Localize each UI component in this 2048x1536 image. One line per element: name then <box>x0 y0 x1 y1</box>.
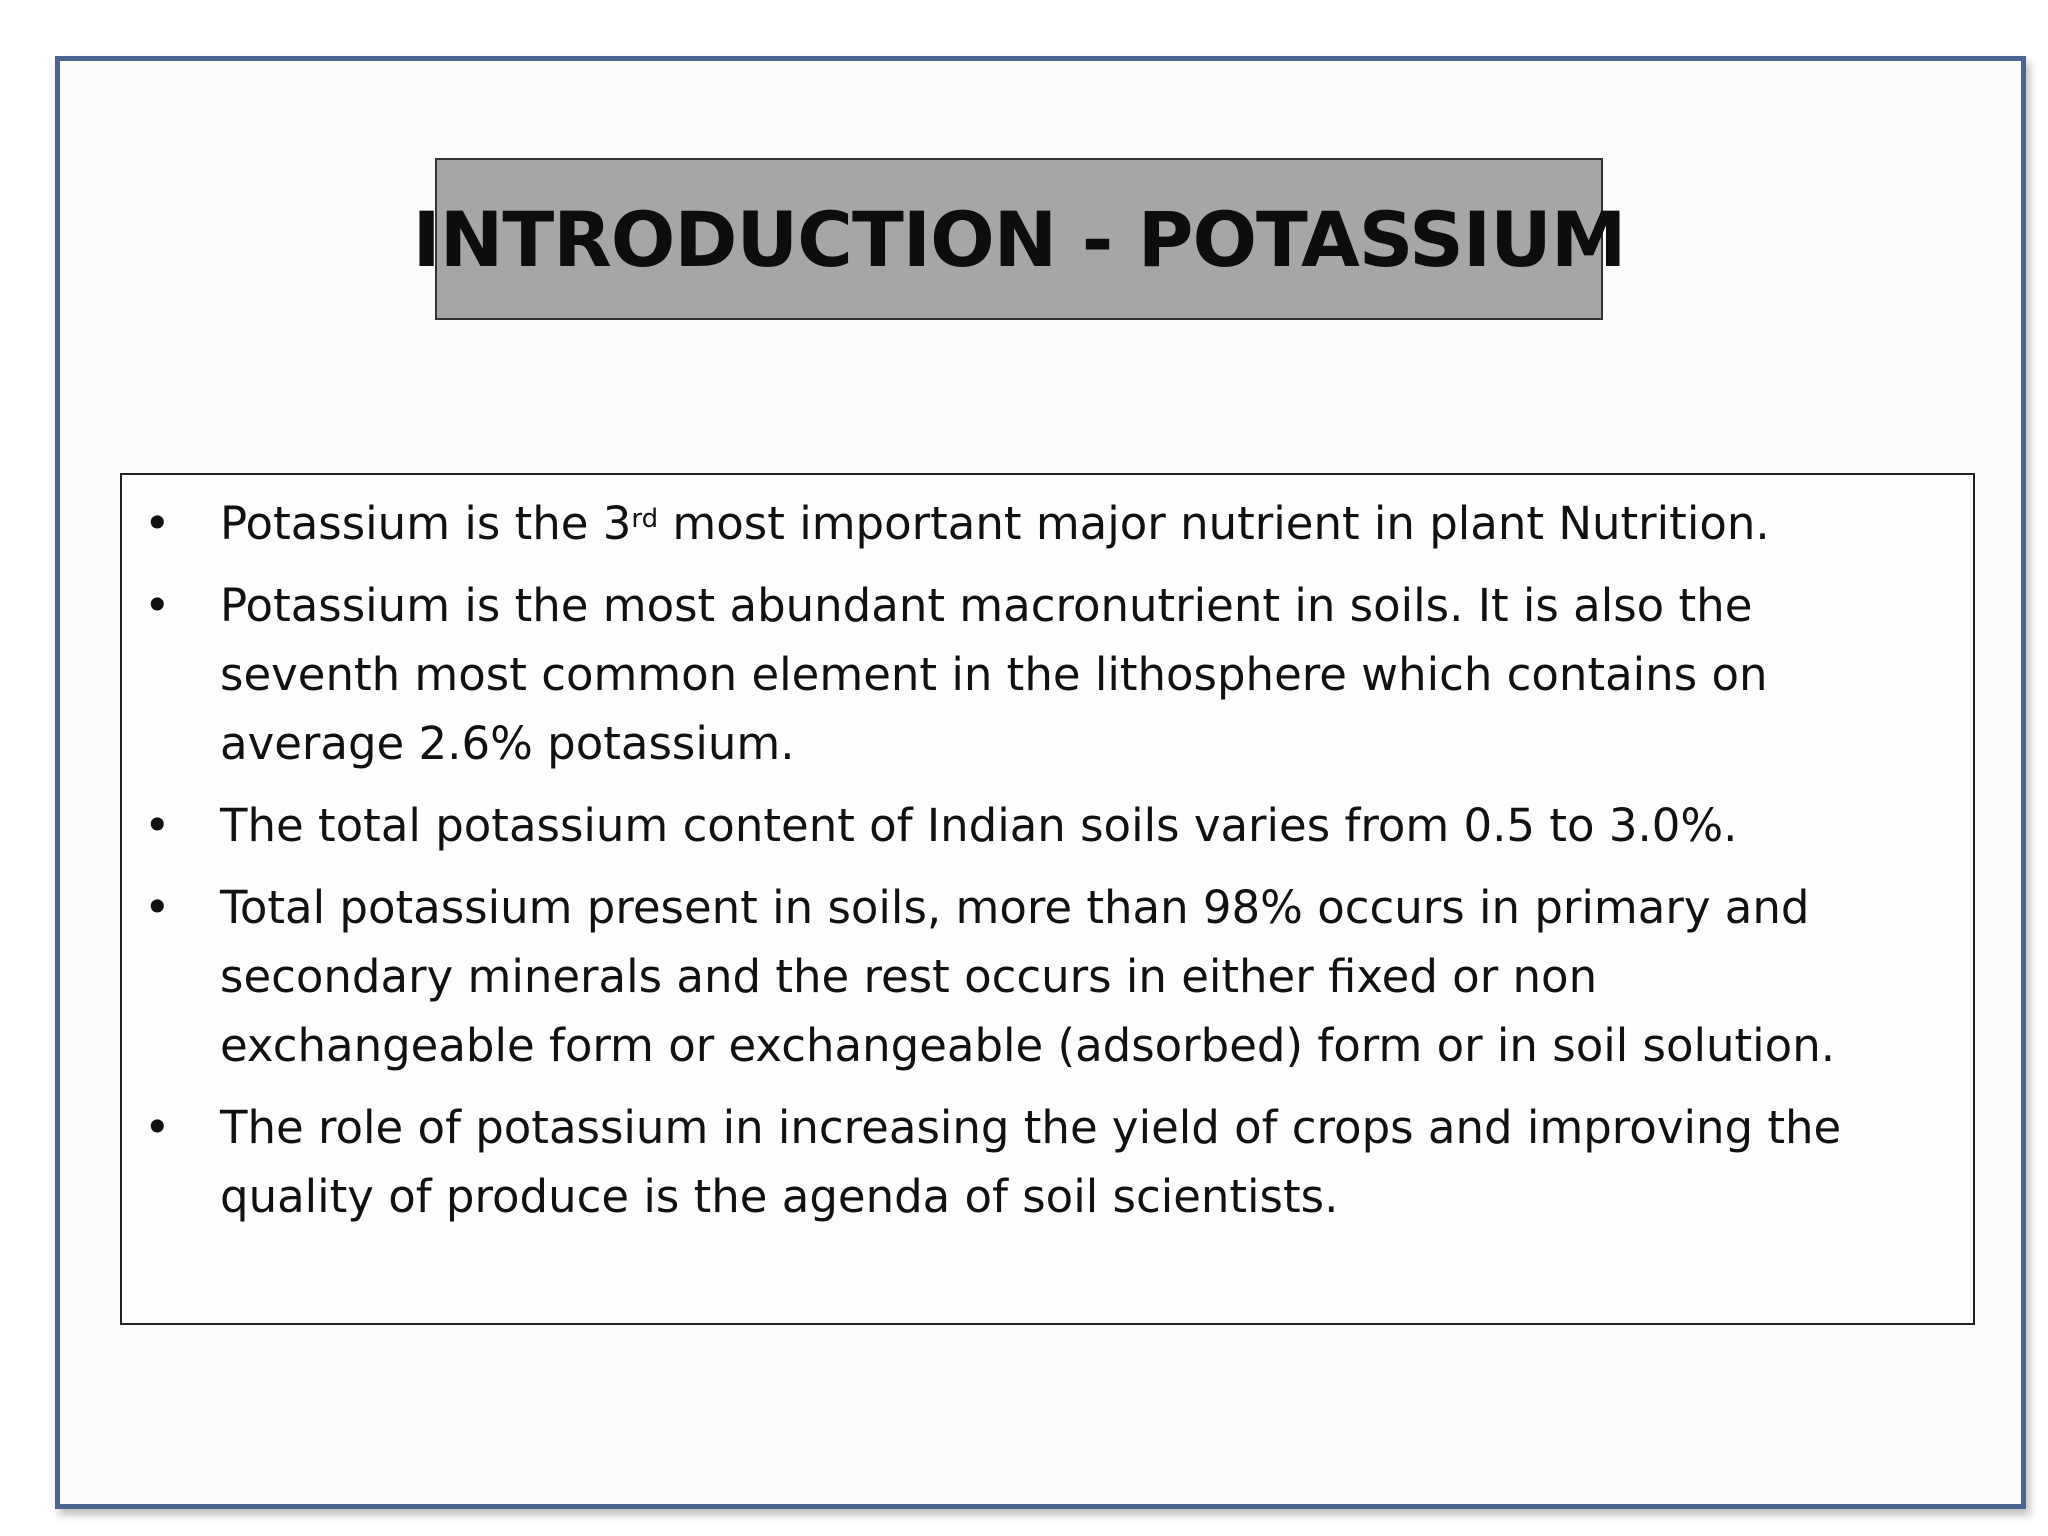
title-box <box>412 158 1626 320</box>
bullet-text-end: most important major nutrient in plant Nutrition. <box>658 497 1770 550</box>
bullet-item <box>122 791 1883 860</box>
bullet-icon: • <box>144 1101 171 1154</box>
bullet-text: The role of potassium in increasing the yield of crops and improving the quality of produce is the agenda of soil scientists. <box>220 1101 1842 1223</box>
superscript-ordinal: rd <box>631 504 659 534</box>
slide-title: INTRODUCTION - POTASSIUM <box>412 194 1626 284</box>
bullet-text-start: Potassium is the 3 <box>220 497 632 550</box>
bullet-item <box>122 571 1883 778</box>
bullet-icon: • <box>144 579 171 632</box>
bullet-icon: • <box>144 497 171 550</box>
bullet-item <box>122 873 1883 1080</box>
bullet-text: The total potassium content of Indian soils varies from 0.5 to 3.0%. <box>220 799 1738 852</box>
bullet-text: Total potassium present in soils, more than 98% occurs in primary and secondary minerals and the rest occurs in either fixed or non exchangeable form or exchangeable (adsorbed) form or in soil solution. <box>220 881 1836 1072</box>
content-box <box>120 473 1975 1325</box>
bullet-icon: • <box>144 881 171 934</box>
bullet-item <box>122 489 1883 558</box>
bullet-icon: • <box>144 799 171 852</box>
slide <box>55 56 2026 1509</box>
bullet-item <box>122 1093 1883 1231</box>
bullet-text: Potassium is the most abundant macronutrient in soils. It is also the seventh most common element in the lithosphere which contains on average 2.6% potassium. <box>220 579 1768 770</box>
bullet-list <box>122 475 1973 1231</box>
